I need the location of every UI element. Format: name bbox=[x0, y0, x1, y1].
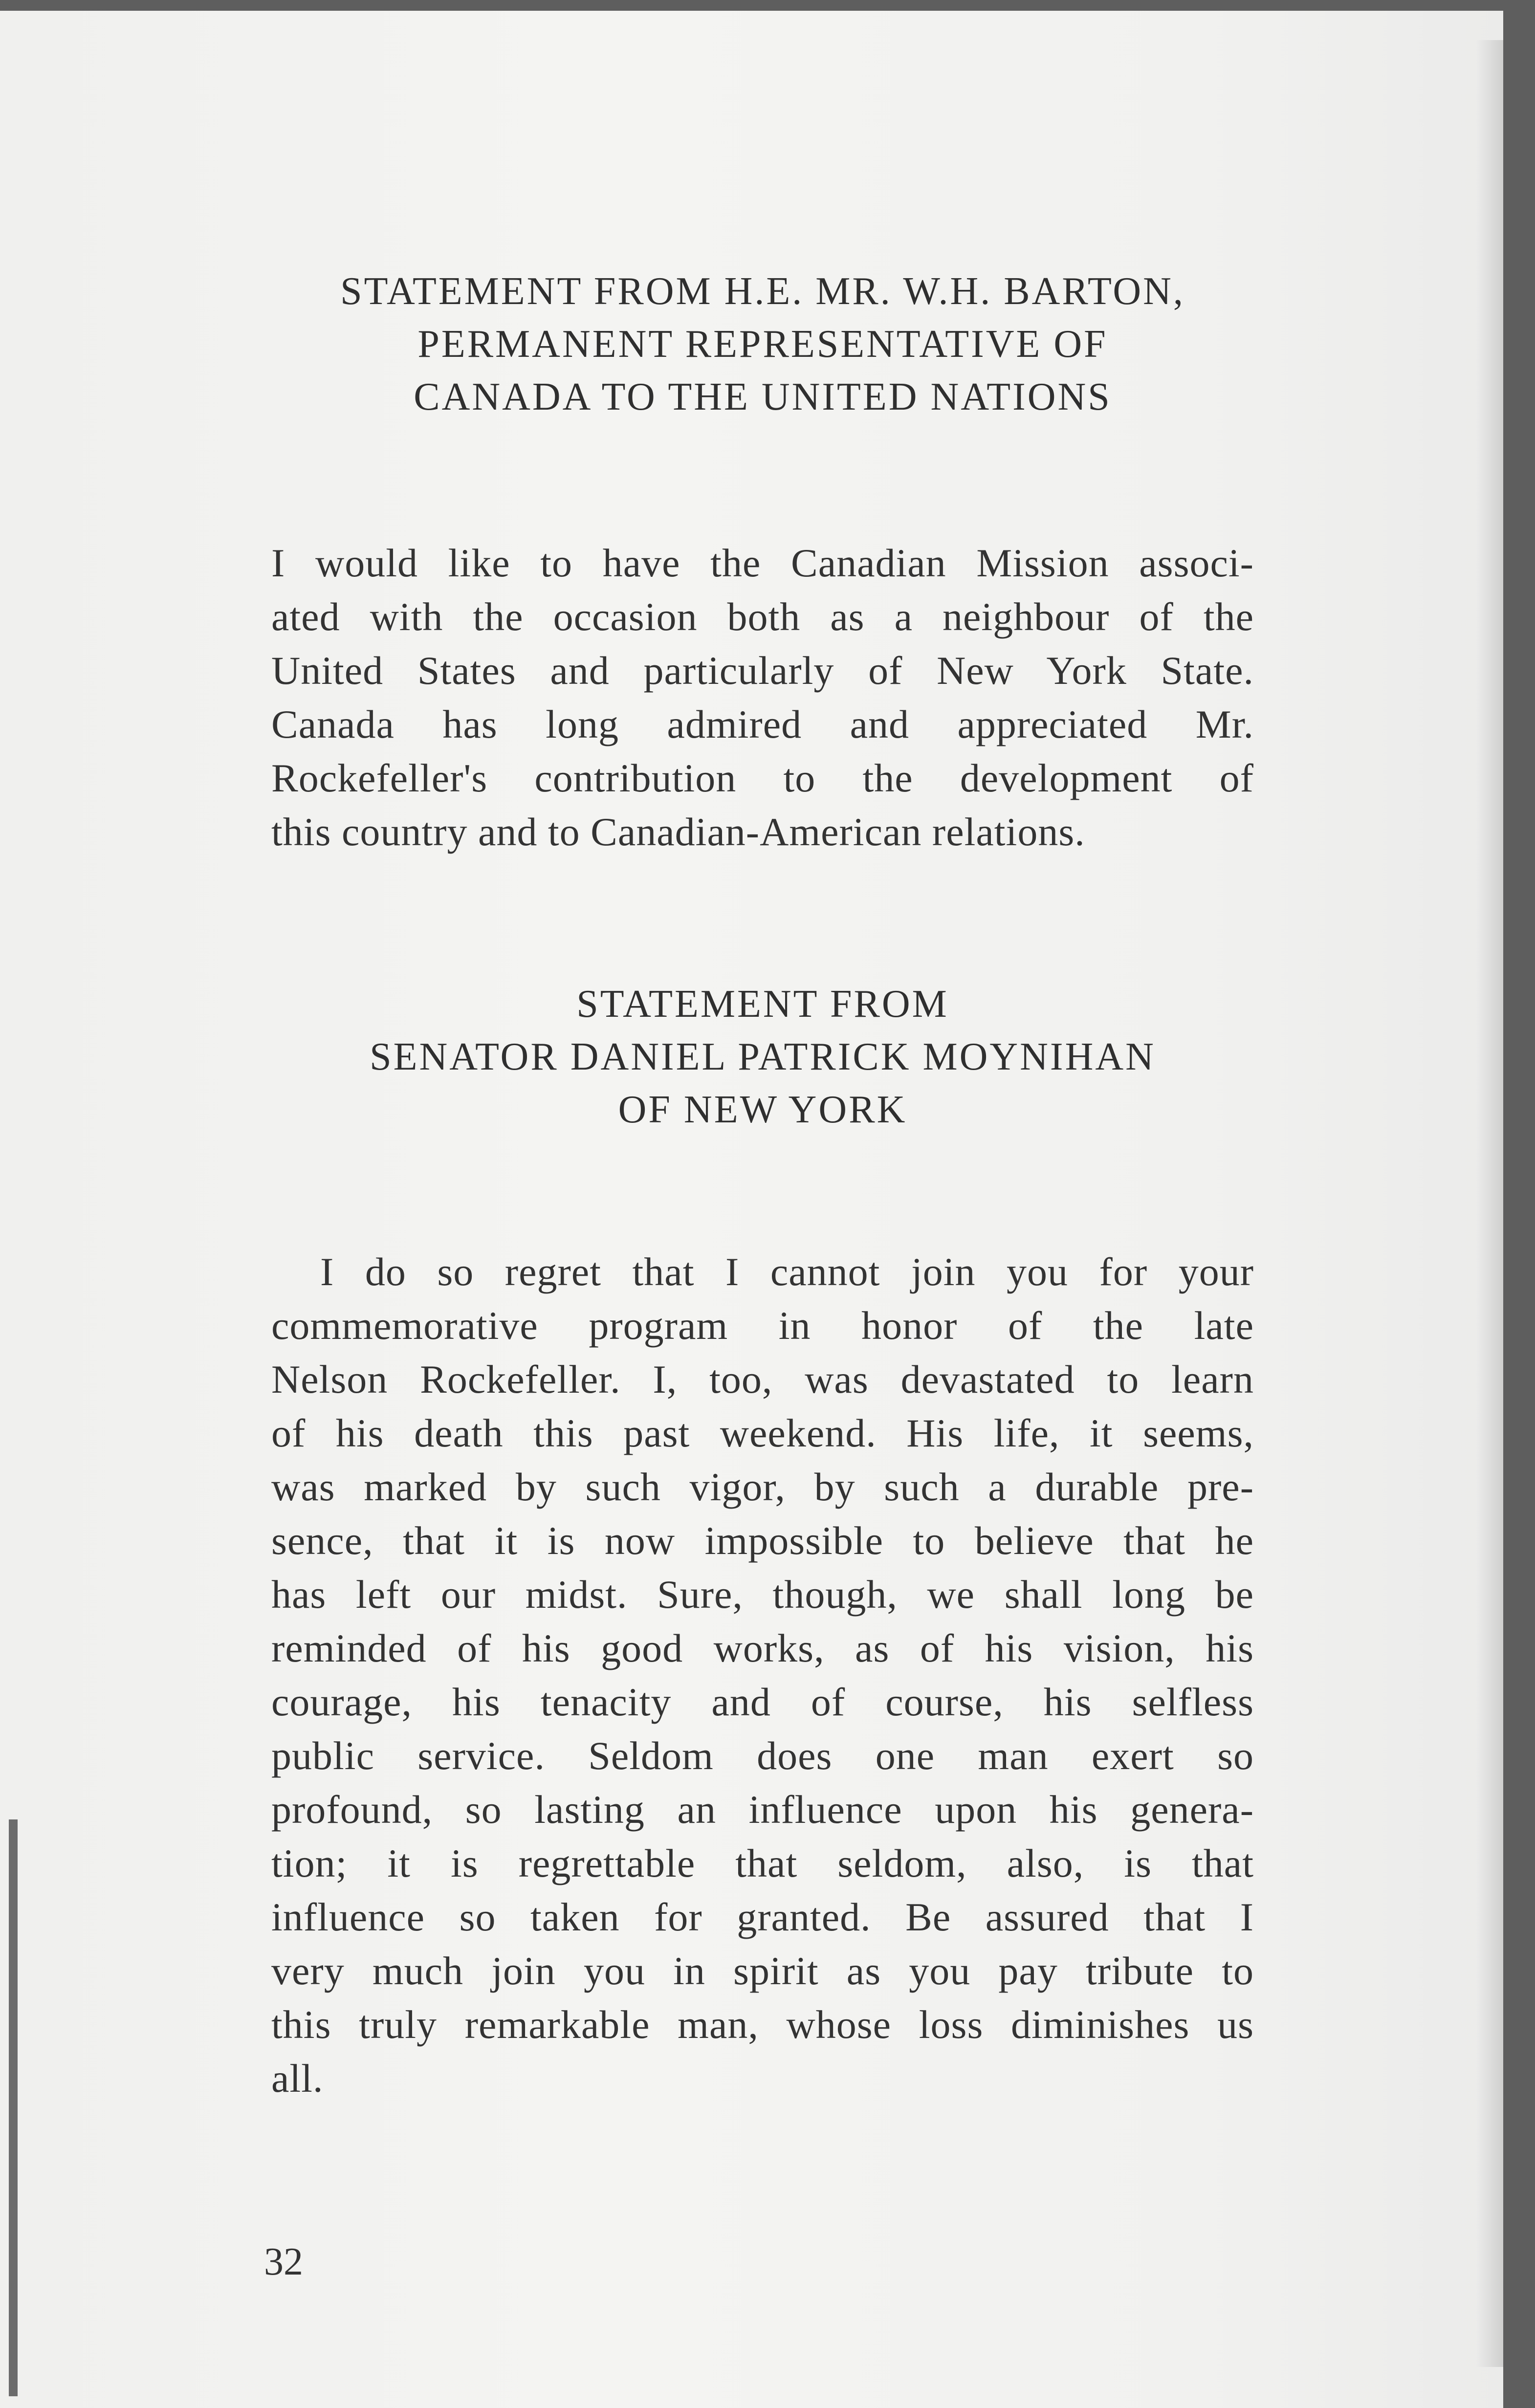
body-line: this truly remarkable man, whose loss diminishes us bbox=[271, 2002, 1254, 2047]
heading-line: OF NEW YORK bbox=[618, 1088, 907, 1131]
body-line: profound, so lasting an influence upon his genera- bbox=[271, 1787, 1254, 1832]
body-line: all. bbox=[271, 2056, 324, 2101]
statement-body-moynihan bbox=[271, 1245, 1254, 2105]
body-line: influence so taken for granted. Be assured that I bbox=[271, 1895, 1254, 1939]
body-line: sence, that it is now impossible to believe that he bbox=[271, 1518, 1254, 1563]
body-line: reminded of his good works, as of his vision, his bbox=[271, 1626, 1254, 1670]
body-line: Rockefeller's contribution to the development of bbox=[271, 756, 1254, 800]
body-line: public service. Seldom does one man exert so bbox=[271, 1733, 1254, 1778]
heading-line: SENATOR DANIEL PATRICK MOYNIHAN bbox=[370, 1035, 1156, 1078]
body-line: of his death this past weekend. His life, it seems, bbox=[271, 1411, 1254, 1455]
body-line: I do so regret that I cannot join you for your bbox=[320, 1249, 1254, 1294]
heading-line: PERMANENT REPRESENTATIVE OF bbox=[417, 323, 1108, 366]
body-line: tion; it is regrettable that seldom, also, is that bbox=[271, 1841, 1254, 1885]
body-line: was marked by such vigor, by such a durable pre- bbox=[271, 1465, 1254, 1509]
body-line: Canada has long admired and appreciated Mr. bbox=[271, 702, 1254, 746]
statement-body-barton bbox=[271, 536, 1254, 859]
statement-heading-barton bbox=[264, 265, 1261, 423]
body-line: United States and particularly of New York State. bbox=[271, 648, 1254, 693]
body-line: courage, his tenacity and of course, his selfless bbox=[271, 1680, 1254, 1724]
body-line: this country and to Canadian-American relations. bbox=[271, 810, 1085, 854]
body-line: commemorative program in honor of the late bbox=[271, 1303, 1254, 1348]
heading-line: STATEMENT FROM H.E. MR. W.H. BARTON, bbox=[340, 270, 1185, 313]
body-line: ated with the occasion both as a neighbour of the bbox=[271, 594, 1254, 639]
body-line: very much join you in spirit as you pay tribute to bbox=[271, 1948, 1254, 1993]
statement-heading-moynihan bbox=[264, 978, 1261, 1136]
heading-line: CANADA TO THE UNITED NATIONS bbox=[414, 375, 1112, 418]
body-line: has left our midst. Sure, though, we shall long be bbox=[271, 1572, 1254, 1617]
heading-line: STATEMENT FROM bbox=[576, 983, 949, 1026]
binding-edge bbox=[9, 1819, 18, 2396]
body-line: Nelson Rockefeller. I, too, was devastated to learn bbox=[271, 1357, 1254, 1401]
body-line: I would like to have the Canadian Mission associ- bbox=[271, 541, 1254, 585]
document-page bbox=[0, 11, 1503, 2408]
page-number: 32 bbox=[264, 2240, 303, 2283]
page-edge-shadow bbox=[1476, 40, 1503, 2367]
